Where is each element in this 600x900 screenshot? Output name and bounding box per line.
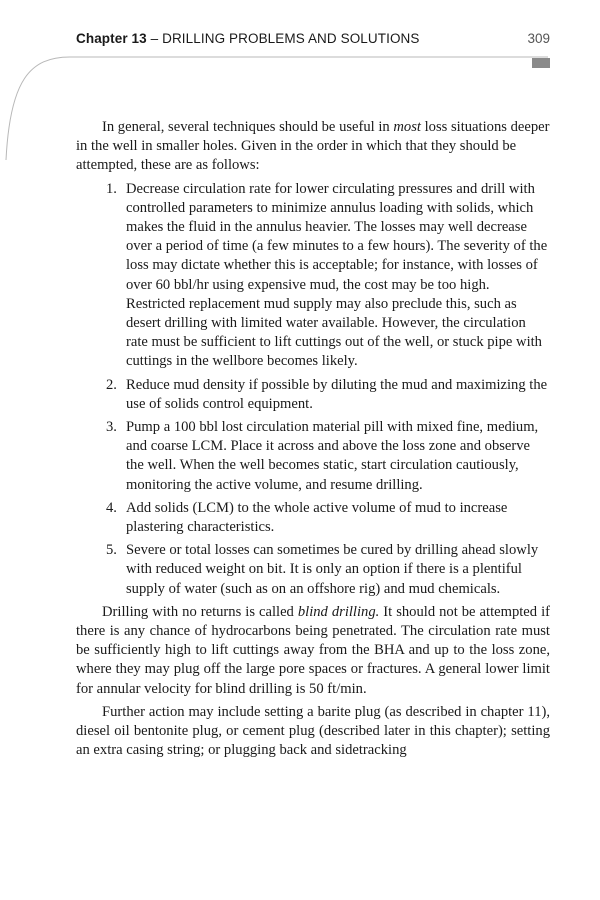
- list-item: [76, 541, 550, 599]
- list-item-text: Decrease circulation rate for lower circulating pressures and drill with controlled parameters to minimize annulus loading with solids, which makes the fluid in the annulus heavier. The losses may well decrease over a period of time (a few minutes to a few hours). The severity of the loss may dictate whether this is acceptable; for instance, with losses of over 60 bbl/hr using expensive mud, the cost may be too high. Restricted replacement mud supply may also preclude this, such as desert drilling with limited water available. However, the circulation rate must be sufficient to lift cuttings out of the well, or stuck pipe with cuttings in the wellbore becomes likely.: [126, 180, 548, 370]
- intro-emphasis: most: [393, 119, 421, 135]
- list-item-text: Add solids (LCM) to the whole active volume of mud to increase plastering characteristics.: [126, 499, 508, 536]
- intro-text-end: loss situations deeper in the well in smaller holes. Given in the order in which that they should be attempted, these are as follows:: [76, 119, 550, 174]
- chapter-title: [76, 31, 420, 46]
- list-item-text: Pump a 100 bbl lost circulation material pill with mixed fine, medium, and coarse LCM. Place it across and above the loss zone and observe the well. When the well becomes static, start circulation cautiously, monitoring the active volume, and resume drilling.: [126, 419, 539, 493]
- list-item: [76, 418, 550, 495]
- list-item-number: 1.: [106, 180, 117, 197]
- page-number: 309: [527, 31, 550, 46]
- body-text: [76, 118, 550, 761]
- running-head: [76, 28, 550, 50]
- header-tab-marker: [532, 58, 550, 68]
- chapter-label: Chapter 13: [76, 31, 147, 46]
- further-action-paragraph: Further action may include setting a barite plug (as described in chapter 11), diesel oil bentonite plug, or cement plug (described later in this chapter); setting an extra casing string; or plugging back and sidetracking: [76, 703, 550, 759]
- list-item: [76, 499, 550, 537]
- list-item-text: Severe or total losses can sometimes be cured by drilling ahead slowly with reduced weight on bit. It is only an option if there is a plentiful supply of water (such as on an offshore rig) and mud chemicals.: [126, 542, 539, 597]
- list-item-number: 5.: [106, 542, 117, 559]
- blind-drilling-term: blind drilling.: [297, 603, 380, 620]
- intro-paragraph: [76, 118, 550, 176]
- chapter-name: – DRILLING PROBLEMS AND SOLUTIONS: [150, 31, 420, 46]
- list-item-number: 2.: [106, 376, 117, 393]
- blind-drilling-paragraph: [76, 603, 550, 699]
- list-item-text: Reduce mud density if possible by diluting the mud and maximizing the use of solids control equipment.: [126, 376, 548, 412]
- list-item-number: 3.: [106, 419, 117, 436]
- techniques-list: [76, 180, 550, 599]
- blind-drilling-text-end: It should not be attempted if there is any chance of hydrocarbons being penetrated. The circulation rate must be sufficiently high to lift cuttings away from the BHA and up to the loss zone, where they may plug off the large pore spaces or fractures. A general lower limit for annular velocity for blind drilling is 50 ft/min.: [76, 603, 550, 697]
- intro-text-start: In general, several techniques should be useful in: [102, 119, 394, 135]
- list-item: [76, 376, 550, 414]
- list-item: [76, 180, 550, 372]
- blind-drilling-text-start: Drilling with no returns is called: [102, 603, 298, 620]
- list-item-number: 4.: [106, 499, 117, 516]
